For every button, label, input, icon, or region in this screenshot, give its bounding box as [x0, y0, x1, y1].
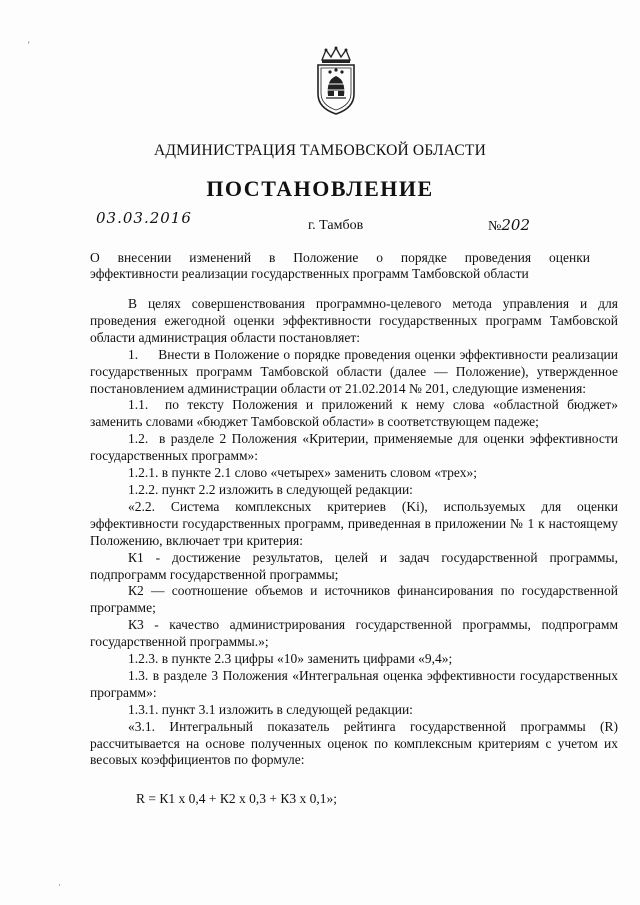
paragraph: «2.2. Система комплексных критериев (Ki), используемых для оценки эффективности государственных программ, приведенная в приложении № 1 к настоящему Положению, включает три критерия: — [90, 498, 618, 548]
scan-speck: · — [58, 880, 61, 890]
number-value: 202 — [501, 216, 530, 234]
paragraph: 1. Внести в Положение о порядке проведения оценки эффективности реализации государственных программ Тамбовской области (далее — Положение), утвержденное постановлением администрации области от 21.02.2014 № 201, следующие изменения: — [90, 346, 618, 396]
tambov-coat-of-arms-icon — [312, 46, 360, 116]
paragraph: К3 - качество администрирования государственной программы, подпрограмм государственной программы.»; — [90, 617, 618, 650]
paragraph: 1.3. в разделе 3 Положения «Интегральная оценка эффективности государственных программ»: — [90, 667, 618, 700]
document-body — [90, 296, 618, 808]
paragraph: 1.2.2. пункт 2.2 изложить в следующей редакции: — [128, 481, 413, 497]
document-subject — [90, 250, 590, 282]
paragraph: 1.2.1. в пункте 2.1 слово «четырех» заменить словом «трех»; — [128, 465, 477, 481]
paragraph: «3.1. Интегральный показатель рейтинга государственной программы (R) рассчитывается на основе полученных оценок по комплексным критериям с учетом их весовых коэффициентов по формуле: — [90, 718, 618, 768]
subject-line-2: эффективности реализации государственных программ Тамбовской области — [90, 266, 529, 281]
paragraph: 1.3.1. пункт 3.1 изложить в следующей редакции: — [128, 701, 413, 717]
organization-name: АДМИНИСТРАЦИЯ ТАМБОВСКОЙ ОБЛАСТИ — [154, 142, 486, 159]
paragraph: К1 - достижение результатов, целей и задач государственной программы, подпрограмм государственной программы; — [90, 549, 618, 582]
paragraph: 1.2.3. в пункте 2.3 цифры «10» заменить цифрами «9,4»; — [128, 651, 453, 667]
paragraph: 1.1. по тексту Положения и приложений к нему слова «областной бюджет» заменить словами «бюджет Тамбовской области» в соответствующем падеже; — [90, 397, 618, 430]
paragraph: В целях совершенствования программно-целевого метода управления и для проведения ежегодной оценки эффективности государственных программ Тамбовской области администрация области постановляет: — [90, 296, 618, 345]
formula: R = К1 х 0,4 + К2 х 0,3 + К3 х 0,1»; — [136, 791, 337, 807]
scan-speck: ' — [28, 40, 30, 50]
paragraph: 1.2. в разделе 2 Положения «Критерии, применяемые для оценки эффективности государственных программ»: — [90, 431, 618, 464]
document-date: 03.03.2016 — [96, 209, 192, 227]
subject-line-1: О внесении изменений в Положение о порядке проведения оценки — [90, 250, 590, 265]
document-type-title: ПОСТАНОВЛЕНИЕ — [206, 176, 434, 201]
paragraph: К2 — соотношение объемов и источников финансирования по государственной программе; — [90, 583, 618, 616]
number-label: № — [488, 219, 502, 234]
document-city: г. Тамбов — [308, 218, 364, 233]
document-number — [488, 216, 530, 235]
